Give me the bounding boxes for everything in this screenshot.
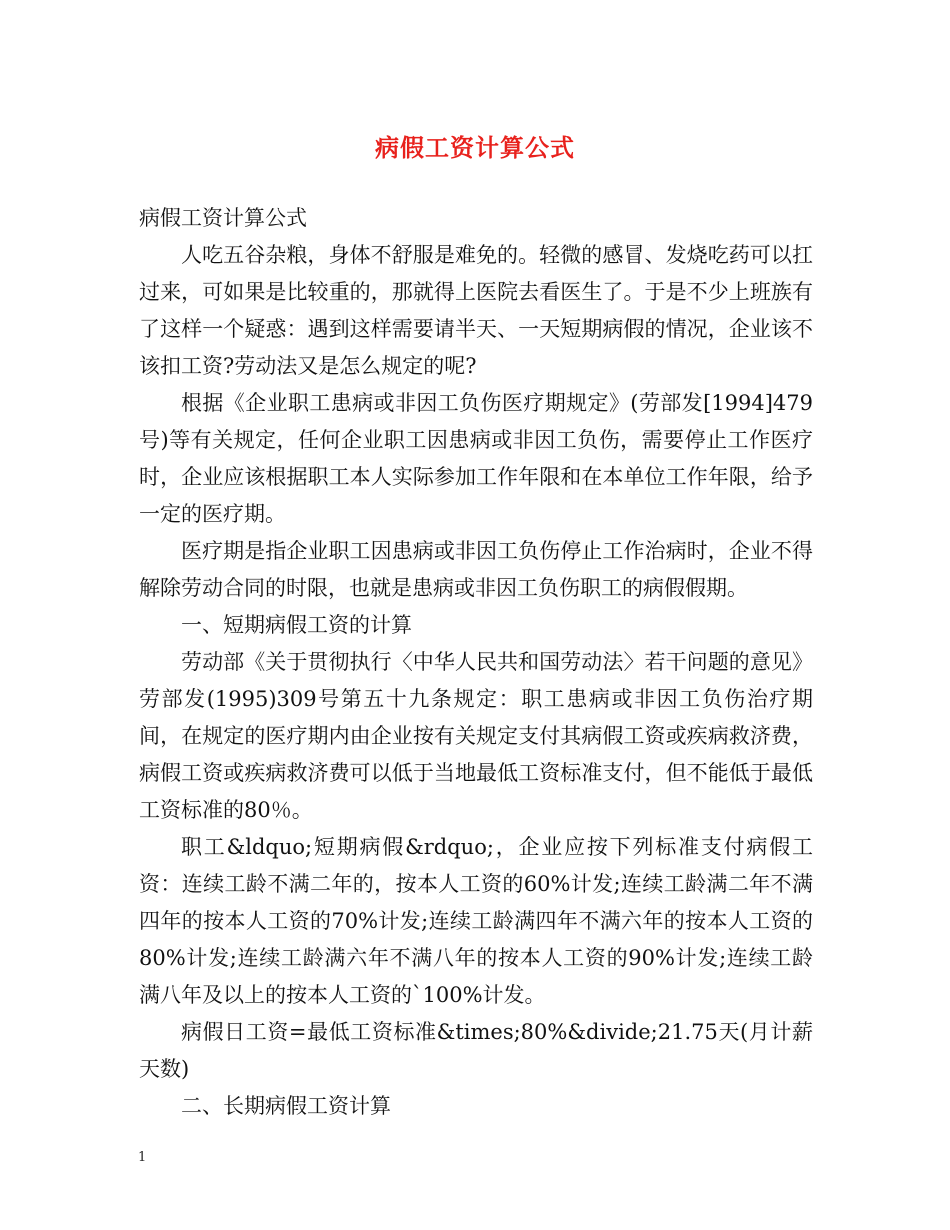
heading-paragraph: 病假工资计算公式 <box>139 206 307 230</box>
daily-wage-formula: 病假日工资=最低工资标准&times;80%&divide;21.75天(月计薪天数) <box>139 1020 813 1081</box>
document-title: 病假工资计算公式 <box>375 133 575 162</box>
labor-law-paragraph: 劳动部《关于贯彻执行〈中华人民共和国劳动法〉若干问题的意见》劳部发(1995)309号第五十九条规定：职工患病或非因工负伤治疗期间，在规定的医疗期内由企业按有关规定支付其病假工资或疾病救济费，病假工资或疾病救济费可以低于当地最低工资标准支付，但不能低于最低工资标准的80％。 <box>139 650 813 822</box>
intro-paragraph: 人吃五谷杂粮，身体不舒服是难免的。轻微的感冒、发烧吃药可以扛过来，可如果是比较重的，那就得上医院去看医生了。于是不少上班族有了这样一个疑惑：遇到这样需要请半天、一天短期病假的情况，企业该不该扣工资?劳动法又是怎么规定的呢? <box>139 243 813 378</box>
page-number: 1 <box>138 1150 147 1165</box>
section-heading-long-term: 二、长期病假工资计算 <box>181 1094 391 1118</box>
pay-standard-paragraph: 职工&ldquo;短期病假&rdquo;，企业应按下列标准支付病假工资：连续工龄不满二年的，按本人工资的60%计发;连续工龄满二年不满四年的按本人工资的70%计发;连续工龄满四年不满六年的按本人工资的80%计发;连续工龄满六年不满八年的按本人工资的90%计发;连续工龄满八年及以上的按本人工资的`100%计发。 <box>139 835 813 1007</box>
regulation-paragraph: 根据《企业职工患病或非因工负伤医疗期规定》(劳部发[1994]479号)等有关规定，任何企业职工因患病或非因工负伤，需要停止工作医疗时，企业应该根据职工本人实际参加工作年限和在本单位工作年限，给予一定的医疗期。 <box>139 391 813 526</box>
medical-period-paragraph: 医疗期是指企业职工因患病或非因工负伤停止工作治病时，企业不得解除劳动合同的时限，也就是患病或非因工负伤职工的病假假期。 <box>139 539 813 600</box>
section-heading-short-term: 一、短期病假工资的计算 <box>181 613 412 637</box>
document-body <box>139 200 813 1125</box>
